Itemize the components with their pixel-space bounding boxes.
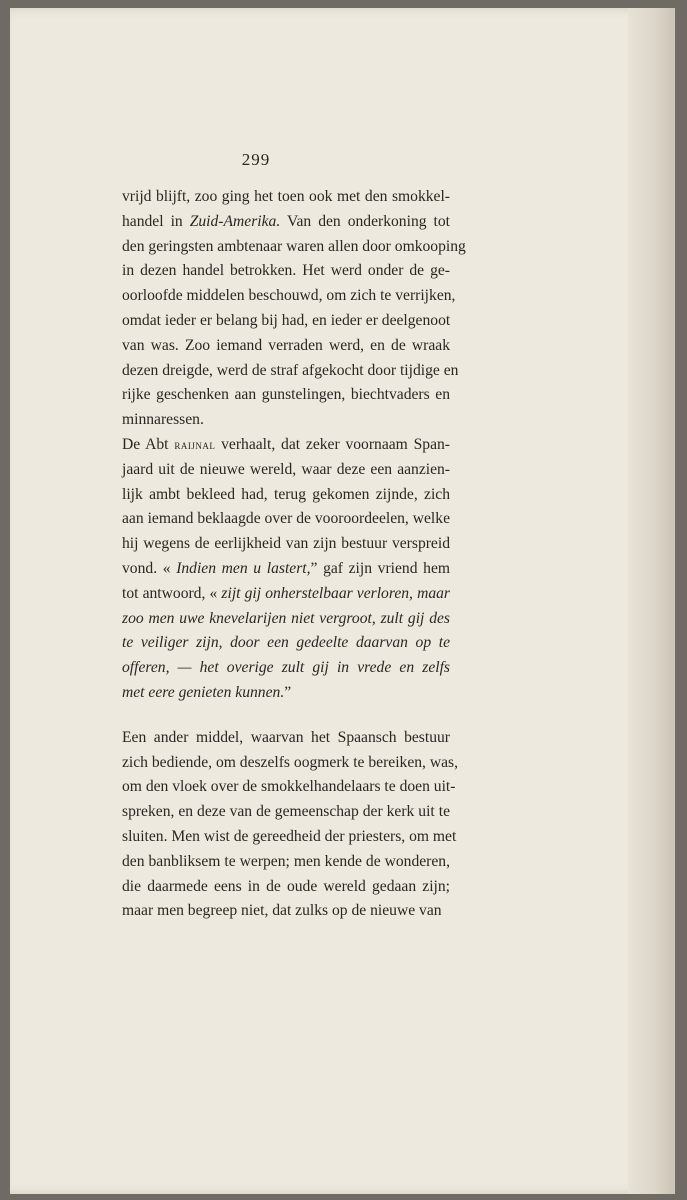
text-run: spreken, en deze van de gemeenschap der kerk uit te: [122, 803, 450, 821]
text-run: omdat ieder er belang bij had, en ieder er deelgenoot: [122, 311, 451, 329]
text-run: Van den onderkoning tot: [280, 212, 450, 230]
text-line: [122, 631, 450, 656]
text-run: oorloofde middelen beschouwd, om zich te verrijken,: [122, 287, 456, 305]
text-line: [122, 210, 450, 235]
text-line: [122, 259, 450, 284]
text-run: in dezen handel betrokken. Het werd onder de ge-: [122, 262, 450, 280]
italic-run: te veiliger zijn, door een gedeelte daarvan op te: [122, 634, 450, 652]
text-run: zich bediende, om deszelfs oogmerk te bereiken, was,: [122, 753, 459, 771]
text-run: handel in: [122, 212, 190, 230]
text-run: van was. Zoo iemand verraden werd, en de wraak: [122, 336, 450, 354]
text-line: [122, 408, 450, 433]
text-run: die daarmede eens in de oude wereld gedaan zijn;: [122, 877, 450, 895]
text-run: dezen dreigde, werd de straf afgekocht door tijdige en: [122, 361, 459, 379]
text-line: [122, 507, 450, 532]
text-line: [122, 726, 450, 751]
text-run: De Abt: [122, 435, 175, 453]
text-line: [122, 284, 456, 309]
italic-run: Zuid-Amerika.: [189, 212, 281, 230]
italic-run: Indien men u lastert,: [176, 559, 311, 577]
text-line: [122, 334, 450, 359]
text-run: sluiten. Men wist de gereedheid der priesters, om met: [122, 827, 457, 845]
text-run: tot antwoord, «: [122, 584, 222, 602]
text-run: vond. «: [122, 559, 177, 577]
text-run: verhaalt, dat zeker voornaam Span-: [215, 435, 450, 453]
italic-run: zoo men uwe knevelarijen niet vergroot, zult gij des: [122, 609, 450, 627]
text-run: ”: [284, 683, 292, 701]
text-line: [122, 607, 450, 632]
text-run: den geringsten ambtenaar waren allen door omkooping: [122, 237, 466, 255]
text-line: [122, 483, 450, 508]
text-run: aan iemand beklaagde over de vooroordeelen, welke: [122, 510, 450, 528]
text-line: [122, 875, 450, 900]
text-line: [122, 775, 456, 800]
text-run: hij wegens de eerlijkheid van zijn bestuur verspreid: [122, 535, 450, 553]
text-line: [122, 557, 450, 582]
text-run: lijk ambt bekleed had, terug gekomen zijnde, zich: [122, 485, 450, 503]
text-run: jaard uit de nieuwe wereld, waar deze een aanzien-: [122, 460, 450, 478]
italic-run: zijt gij onherstelbaar verloren, maar: [221, 584, 451, 602]
text-line: [122, 359, 459, 384]
author-name: raijnal: [174, 436, 216, 452]
text-line: [122, 185, 450, 210]
text-line: [122, 681, 450, 706]
text-line: [122, 458, 450, 483]
text-run: maar men begreep niet, dat zulks op de nieuwe van: [122, 902, 442, 920]
body-text: [122, 185, 466, 924]
text-run: Een ander middel, waarvan het Spaansch bestuur: [122, 728, 450, 746]
text-line: [122, 825, 457, 850]
italic-run: met eere genieten kunnen.: [122, 683, 285, 701]
text-line: [122, 582, 450, 607]
text-run: minnaressen.: [122, 411, 204, 429]
text-line: [122, 309, 450, 334]
text-line: [122, 433, 450, 458]
paragraph-gap: [122, 706, 450, 726]
text-line: [122, 751, 459, 776]
text-run: ” gaf zijn vriend hem: [310, 559, 450, 577]
page-edge-shadow: [628, 8, 674, 1194]
text-run: rijke geschenken aan gunstelingen, biechtvaders en: [122, 386, 450, 404]
text-line: [122, 656, 450, 681]
text-run: den banbliksem te werpen; men kende de wonderen,: [122, 852, 450, 870]
text-line: [122, 532, 450, 557]
text-run: om den vloek over de smokkelhandelaars te doen uit-: [122, 778, 456, 796]
text-line: [122, 850, 450, 875]
text-line: [122, 235, 466, 260]
text-line: [122, 800, 450, 825]
text-line: [122, 383, 450, 408]
page-number: 299: [241, 150, 271, 169]
text-line: [122, 899, 450, 924]
italic-run: offeren, — het overige zult gij in vrede en zelfs: [122, 659, 450, 677]
text-run: vrijd blijft, zoo ging het toen ook met den smokkel-: [122, 188, 450, 205]
